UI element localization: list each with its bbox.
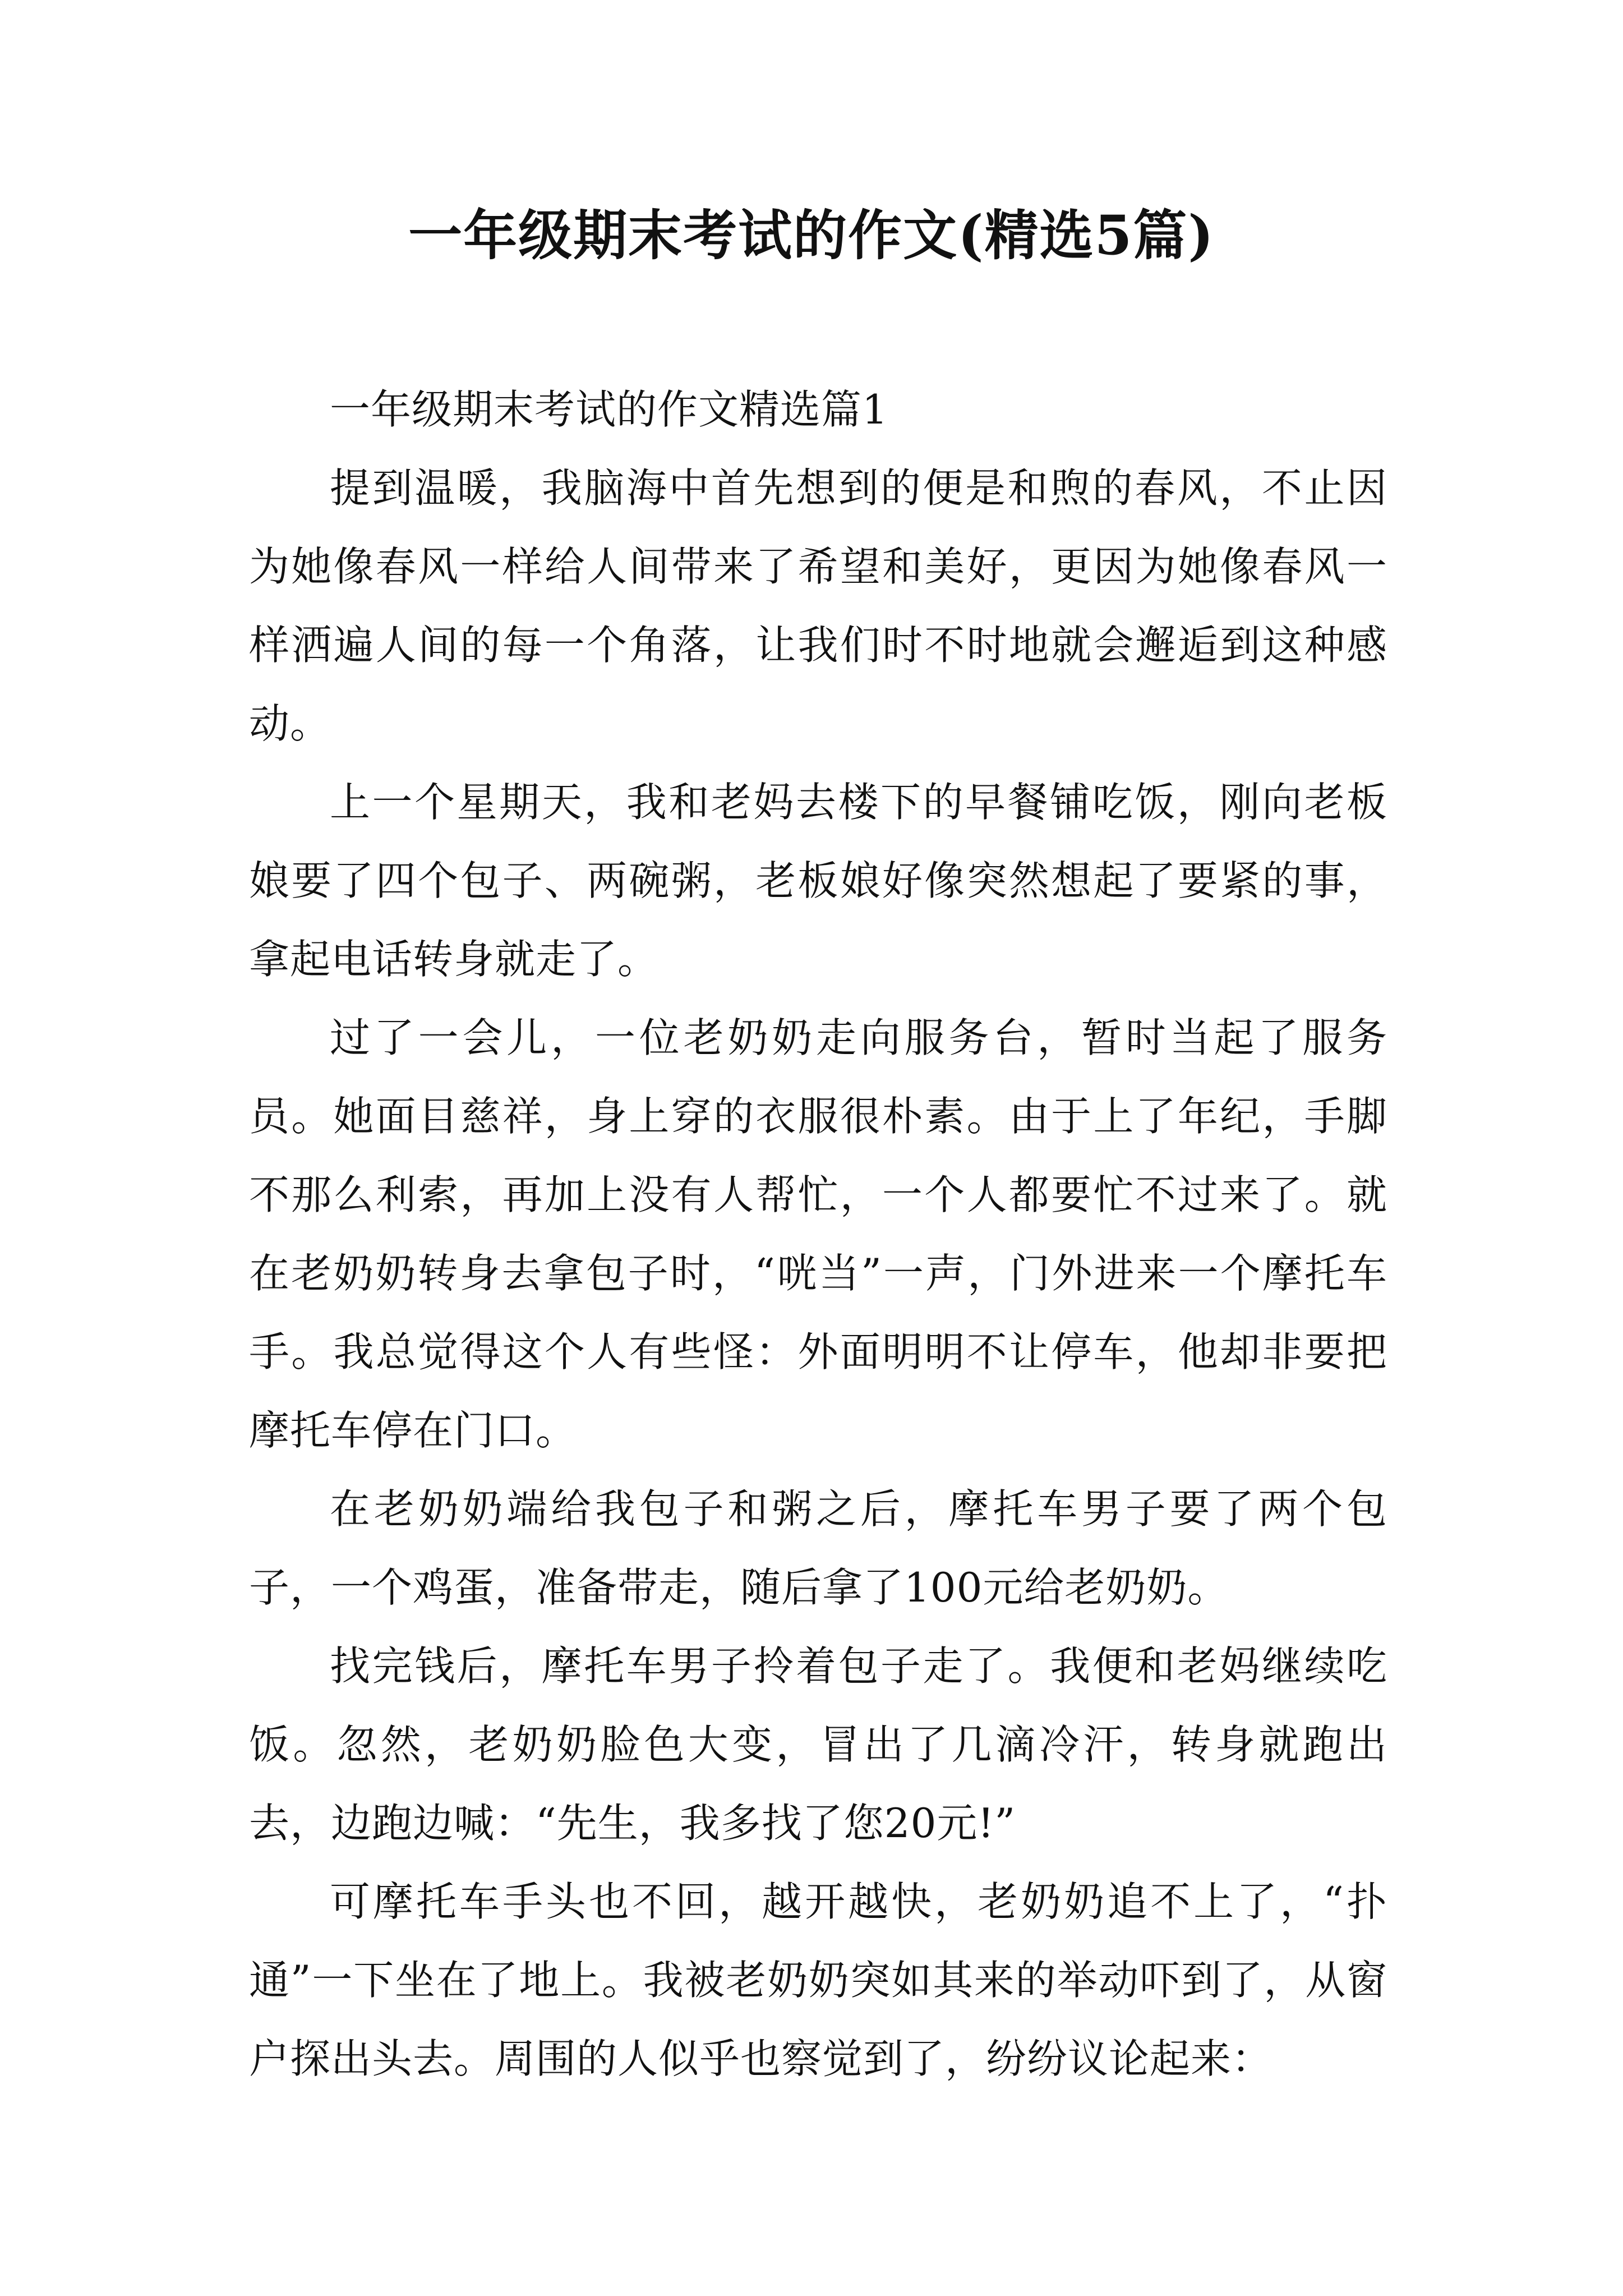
document-title: 一年级期末考试的作文(精选5篇) <box>408 204 1215 267</box>
paragraph: 在老奶奶端给我包子和粥之后，摩托车男子要了两个包子，一个鸡蛋，准备带走，随后拿了100元给老奶奶。 <box>249 1485 1387 1611</box>
section-heading: 一年级期末考试的作文精选篇1 <box>330 386 888 433</box>
paragraph: 可摩托车手头也不回，越开越快，老奶奶追不上了，“扑通”一下坐在了地上。我被老奶奶突如其来的举动吓到了，从窗户探出头去。周围的人似乎也察觉到了，纷纷议论起来： <box>249 1878 1387 2082</box>
document-body <box>249 370 1387 2098</box>
paragraph: 提到温暖，我脑海中首先想到的便是和煦的春风，不止因为她像春风一样给人间带来了希望和美好，更因为她像春风一样洒遍人间的每一个角落，让我们时不时地就会邂逅到这种感动。 <box>249 464 1387 747</box>
paragraph: 找完钱后，摩托车男子拎着包子走了。我便和老妈继续吃饭。忽然，老奶奶脸色大变，冒出了几滴冷汗，转身就跑出去，边跑边喊：“先生，我多找了您20元!” <box>249 1642 1387 1847</box>
paragraph: 过了一会儿，一位老奶奶走向服务台，暂时当起了服务员。她面目慈祥，身上穿的衣服很朴素。由于上了年纪，手脚不那么利索，再加上没有人帮忙，一个人都要忙不过来了。就在老奶奶转身去拿包子时，“咣当”一声，门外进来一个摩托车手。我总觉得这个人有些怪：外面明明不让停车，他却非要把摩托车停在门口。 <box>249 1014 1387 1454</box>
paragraph: 上一个星期天，我和老妈去楼下的早餐铺吃饭，刚向老板娘要了四个包子、两碗粥，老板娘好像突然想起了要紧的事，拿起电话转身就走了。 <box>249 779 1387 983</box>
